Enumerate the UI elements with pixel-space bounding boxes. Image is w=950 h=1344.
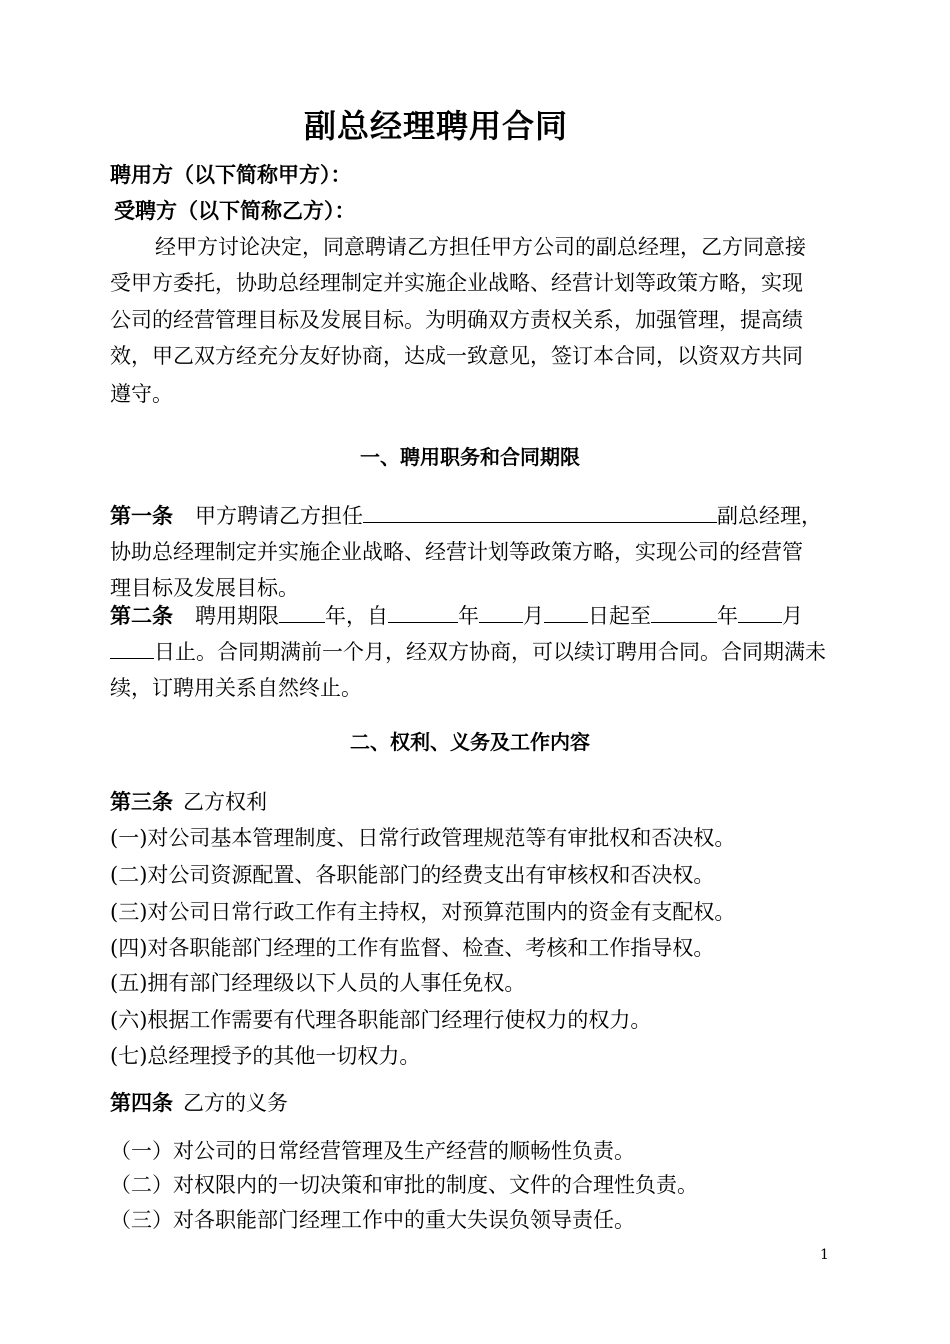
- rights-item-3: (三)对公司日常行政工作有主持权，对预算范围内的资金有支配权。: [110, 900, 736, 924]
- article-1-label: 第一条: [110, 504, 173, 528]
- rights-item-6: (六)根据工作需要有代理各职能部门经理行使权力的权力。: [110, 1008, 652, 1032]
- start-month-blank: [479, 602, 523, 623]
- article-3-label: 第三条: [110, 790, 173, 814]
- duty-item-1: （一）对公司的日常经营管理及生产经营的顺畅性负责。: [110, 1139, 635, 1163]
- end-month-label: 月: [782, 604, 803, 628]
- until-label: 日起至: [588, 604, 651, 628]
- end-year-blank: [651, 602, 717, 623]
- article-4-title: 乙方的义务: [183, 1091, 288, 1115]
- article-2-line-2-text: 日止。合同期满前一个月，经双方协商，可以续订聘用合同。合同期满未: [154, 640, 826, 664]
- article-2-line-1: [110, 601, 803, 631]
- rights-item-7: (七)总经理授予的其他一切权力。: [110, 1044, 421, 1068]
- article-2-label: 第二条: [110, 604, 173, 628]
- article-4-heading: [110, 1088, 288, 1118]
- article-2-line-3: 续，订聘用关系自然终止。: [110, 676, 362, 700]
- start-month-label: 月: [523, 604, 544, 628]
- duty-item-3: （三）对各职能部门经理工作中的重大失误负领导责任。: [110, 1208, 635, 1232]
- article-3-heading: [110, 787, 267, 817]
- section-heading-2: 二、权利、义务及工作内容: [350, 730, 590, 754]
- document-title: 副总经理聘用合同: [303, 107, 568, 145]
- rights-item-5: (五)拥有部门经理级以下人员的人事任免权。: [110, 971, 526, 995]
- article-1-text-a: 甲方聘请乙方担任: [195, 504, 363, 528]
- intro-line-1: 经甲方讨论决定，同意聘请乙方担任甲方公司的副总经理，乙方同意接: [155, 235, 806, 259]
- article-1-text-b: 副总经理，: [717, 504, 822, 528]
- start-year-label: 年: [458, 604, 479, 628]
- end-month-blank: [738, 602, 782, 623]
- section-heading-1: 一、聘用职务和合同期限: [360, 445, 580, 469]
- intro-line-5: 遵守。: [110, 382, 173, 406]
- term-years-blank: [279, 602, 325, 623]
- article-1-line-1: [110, 501, 822, 531]
- end-year-label: 年: [717, 604, 738, 628]
- intro-line-2: 受甲方委托，协助总经理制定并实施企业战略、经营计划等政策方略，实现: [110, 271, 803, 295]
- article-3-title: 乙方权利: [183, 790, 267, 814]
- article-1-line-3: 理目标及发展目标。: [110, 576, 299, 600]
- intro-line-3: 公司的经营管理目标及发展目标。为明确双方责权关系，加强管理，提高绩: [110, 308, 803, 332]
- term-label: 聘用期限: [195, 604, 279, 628]
- party-a-line: 聘用方（以下简称甲方）：: [110, 163, 352, 187]
- article-4-label: 第四条: [110, 1091, 173, 1115]
- article-1-line-2: 协助总经理制定并实施企业战略、经营计划等政策方略，实现公司的经营管: [110, 540, 803, 564]
- party-b-line: 受聘方（以下简称乙方）：: [114, 199, 356, 223]
- end-day-blank: [110, 638, 154, 659]
- rights-item-4: (四)对各职能部门经理的工作有监督、检查、考核和工作指导权。: [110, 936, 715, 960]
- page-number: 1: [820, 1247, 829, 1263]
- duty-item-2: （二）对权限内的一切决策和审批的制度、文件的合理性负责。: [110, 1173, 698, 1197]
- rights-item-2: (二)对公司资源配置、各职能部门的经费支出有审核权和否决权。: [110, 863, 715, 887]
- article-2-line-2: [110, 637, 826, 667]
- start-day-blank: [544, 602, 588, 623]
- start-year-blank: [388, 602, 458, 623]
- rights-item-1: (一)对公司基本管理制度、日常行政管理规范等有审批权和否决权。: [110, 826, 736, 850]
- position-blank: [363, 502, 717, 523]
- intro-line-4: 效，甲乙双方经充分友好协商，达成一致意见，签订本合同，以资双方共同: [110, 344, 803, 368]
- from-label: 年，自: [325, 604, 388, 628]
